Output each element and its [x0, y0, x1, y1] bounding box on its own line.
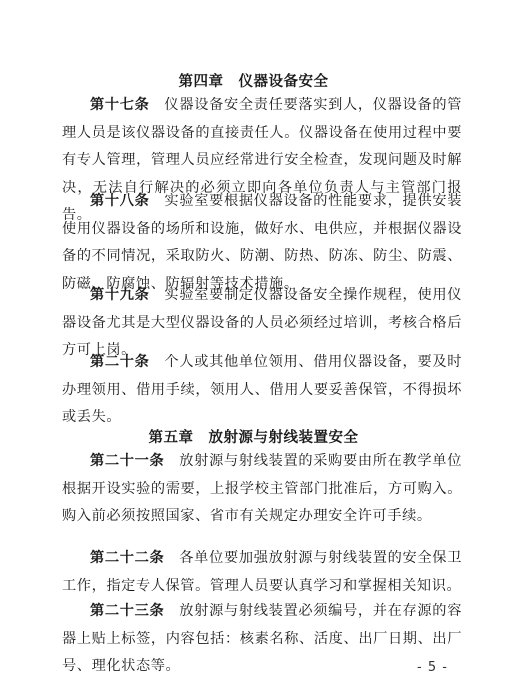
- chapter-four-title: 第四章 仪器设备安全: [178, 74, 329, 90]
- article-22-text: 各单位要加强放射源与射线装置的安全保卫工作，指定专人保管。管理人员要认真学习和掌握相关知识。: [62, 550, 462, 594]
- article-19-number: 第十九条: [90, 287, 150, 303]
- article-23-number: 第二十三条: [90, 603, 165, 619]
- article-20: [62, 349, 462, 432]
- article-22: [62, 545, 462, 600]
- article-20-number: 第二十条: [90, 354, 150, 370]
- article-19-text: 实验室要制定仪器设备安全操作规程，使用仪器设备尤其是大型仪器设备的人员必须经过培训，考核合格后方可上岗。: [62, 287, 462, 358]
- article-22-number: 第二十二条: [90, 550, 165, 566]
- article-18-number: 第十八条: [90, 193, 150, 209]
- article-18-text: 实验室要根据仪器设备的性能要求，提供安装使用仪器设备的场所和设施，做好水、电供应，并根据仪器设备的不同情况，采取防火、防潮、防热、防冻、防尘、防震、防磁、防腐蚀、防辐射等技术措施。: [62, 193, 462, 292]
- article-21: [62, 448, 462, 531]
- article-17-number: 第十七条: [90, 97, 150, 113]
- article-23-text: 放射源与射线装置必须编号，并在存源的容器上贴上标签，内容包括：核素名称、活度、出厂日期、出厂号、理化状态等。: [62, 603, 462, 674]
- article-21-text: 放射源与射线装置的采购要由所在教学单位根据开设实验的需要，上报学校主管部门批准后，方可购入。购入前必须按照国家、省市有关规定办理安全许可手续。: [62, 453, 462, 524]
- page-number: - 5 -: [417, 660, 448, 675]
- article-23: [62, 598, 462, 681]
- chapter-five-title: 第五章 放射源与射线装置安全: [148, 430, 359, 446]
- article-21-number: 第二十一条: [90, 453, 165, 469]
- article-20-text: 个人或其他单位领用、借用仪器设备，要及时办理领用、借用手续，领用人、借用人要妥善保管，不得损坏或丢失。: [62, 354, 462, 425]
- article-17-text: 仪器设备安全责任要落实到人，仪器设备的管理人员是该仪器设备的直接责任人。仪器设备在使用过程中要有专人管理，管理人员应经常进行安全检查，发现问题及时解决，无法自行解决的必须立即向各单位负责人与主管部门报告。: [62, 97, 462, 223]
